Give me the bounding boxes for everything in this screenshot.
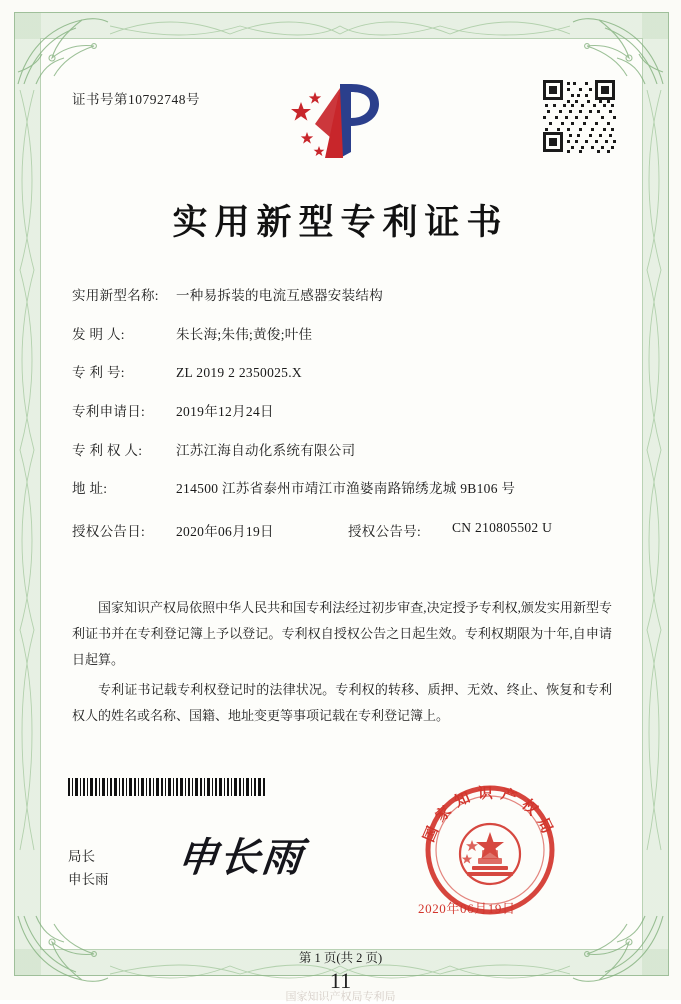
seal-date: 2020年06月19日	[418, 901, 516, 916]
field-row-address	[72, 481, 612, 497]
field-label: 专 利 权 人:	[72, 442, 143, 458]
director-name-label: 申长雨	[68, 872, 109, 887]
grant-publication-no-label: 授权公告号:	[348, 524, 422, 540]
legal-text	[72, 595, 612, 733]
field-label: 专 利 号:	[72, 365, 125, 381]
grant-date-label: 授权公告日:	[72, 524, 146, 540]
signature-block	[68, 845, 109, 891]
grant-date-value: 2020年06月19日	[176, 524, 274, 540]
field-value: 2019年12月24日	[176, 404, 274, 420]
field-value: 214500 江苏省泰州市靖江市渔婆南路锦绣龙城 9B106 号	[176, 481, 516, 497]
field-row-patentee	[72, 443, 612, 459]
field-value: ZL 2019 2 2350025.X	[176, 365, 302, 381]
field-label: 实用新型名称:	[72, 288, 159, 303]
field-row-utility-model-name	[72, 288, 612, 304]
field-label: 地 址:	[72, 481, 108, 497]
qr-code-icon	[541, 78, 617, 154]
director-role-label: 局长	[68, 849, 95, 864]
svg-text:国家知识产权局: 国家知识产权局	[419, 783, 560, 845]
handwritten-signature: 申长雨	[175, 834, 307, 881]
field-row-grant	[72, 520, 612, 540]
field-label: 发 明 人:	[72, 326, 125, 342]
paragraph-2: 专利证书记载专利权登记时的法律状况。专利权的转移、质押、无效、终止、恢复和专利权人的姓名或名称、国籍、地址变更等事项记载在专利登记簿上。	[72, 682, 612, 723]
certificate-number: 证书号第10792748号	[72, 92, 200, 107]
field-value: 一种易拆装的电流互感器安装结构	[176, 288, 383, 303]
cnipa-logo-icon	[285, 78, 395, 164]
page-number: 11	[329, 968, 352, 993]
page-indicator: 第 1 页(共 2 页)	[298, 951, 383, 965]
field-row-inventor	[72, 327, 612, 343]
field-value: 朱长海;朱伟;黄俊;叶佳	[176, 326, 313, 342]
barcode-icon	[68, 778, 268, 796]
field-label: 专利申请日:	[72, 404, 146, 420]
field-value: 江苏江海自动化系统有限公司	[176, 442, 356, 458]
ghost-watermark-text: 国家知识产权局专利局	[285, 991, 396, 1003]
page-title: 实用新型专利证书	[172, 202, 509, 243]
corner-ornament-icon	[16, 14, 112, 88]
paragraph-1: 国家知识产权局依照中华人民共和国专利法经过初步审查,决定授予专利权,颁发实用新型专利证书并在专利登记簿上予以登记。专利权自授权公告之日起生效。专利权期限为十年,自申请日起算。	[72, 600, 612, 667]
field-list	[72, 288, 612, 562]
grant-publication-no-value: CN 210805502 U	[452, 520, 553, 536]
corner-ornament-icon	[569, 14, 665, 88]
field-row-application-date	[72, 404, 612, 420]
field-row-patent-number	[72, 365, 612, 381]
